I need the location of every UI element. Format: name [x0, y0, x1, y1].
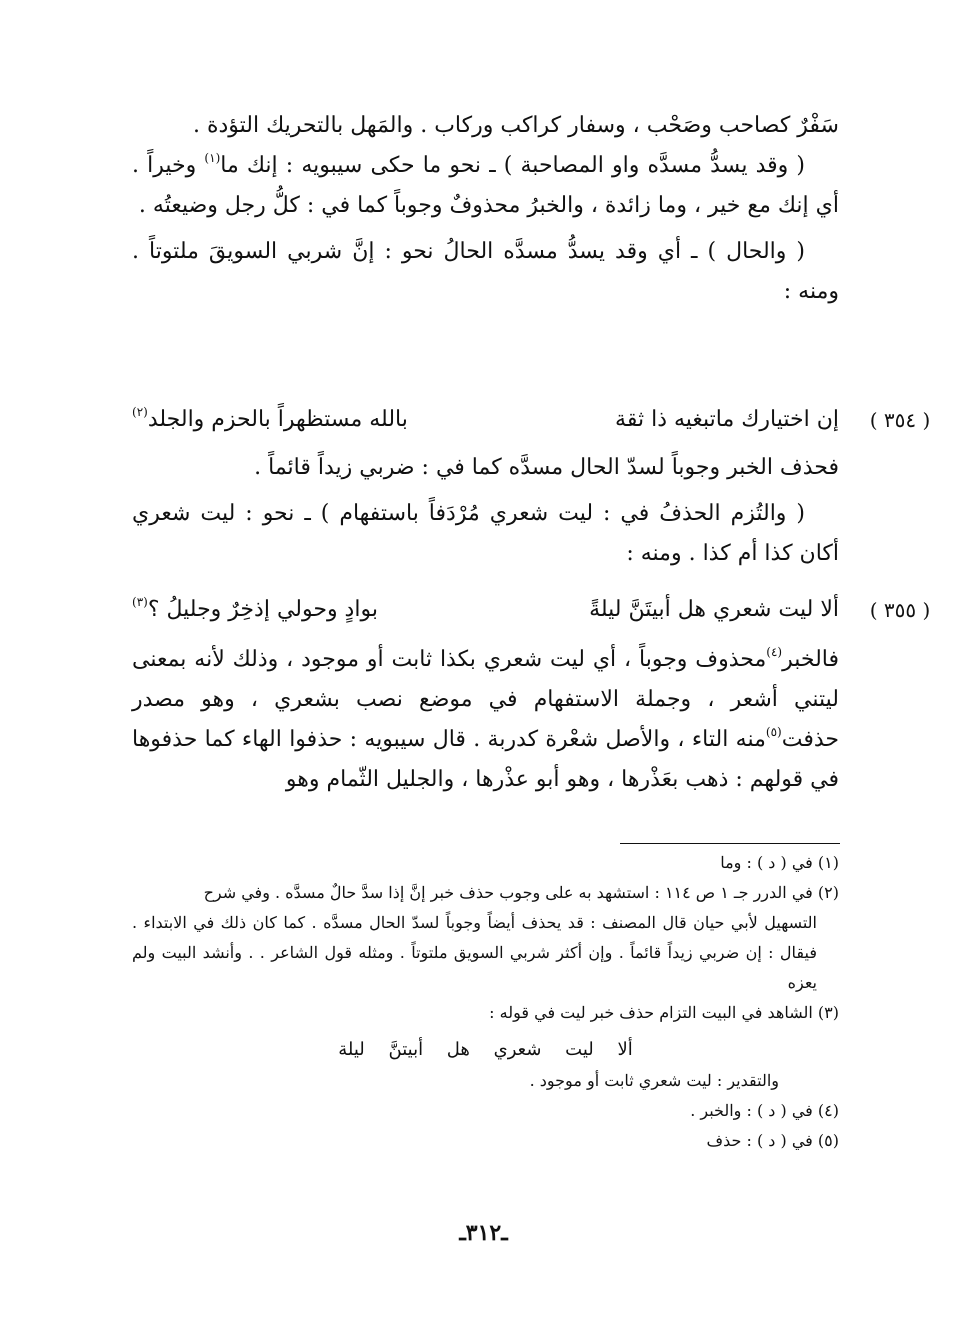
verse-355	[132, 590, 839, 630]
verse-354	[132, 400, 839, 440]
paragraph-2-text-a: ( وقد يسدُّ مسدَّه واو المصاحبة ) ـ نحو ما حكى سيبويه : إنك ما	[220, 153, 805, 178]
page-number: ـ٣١٢ـ	[459, 1220, 508, 1246]
footnote-3-verse: ألا ليت شعري هل أبيتنَّ ليلة	[338, 1039, 633, 1060]
footnote-3: (٣) الشاهد في البيت التزام حذف خبر ليت في قوله :	[489, 1003, 839, 1022]
paragraph-1: سَفْرٌ كصاحب وصَحْب ، وسفار كراكب وركاب . والمَهل بالتحريك التؤدة .	[192, 113, 839, 138]
paragraph-3: ( والحال ) ـ أي وقد يسدُّ مسدَّه الحالُ نحو : إنَّ شربي السويقَ ملتوتاً . ومنه :	[132, 239, 839, 304]
footnote-ref-5: (٥)	[765, 725, 782, 739]
footnote-5: (٥) في ( د ) : حذف	[706, 1131, 839, 1150]
verse-354-hemistich-2: بالله مستظهراً بالحزم والجلد	[147, 407, 408, 432]
paragraph-6	[132, 640, 839, 800]
footnote-ref-3: (٣)	[132, 595, 148, 609]
verse-number-355: ( ٣٥٥ )	[869, 598, 931, 622]
footnote-2: (٢) في الدرر جـ ١ ص ١١٤ : استشهد به على وجوب حذف خبر إنَّ إذا سدَّ حالٌ مسدَّه . وفي شرح	[203, 883, 839, 902]
footnote-ref-1: (١)	[204, 151, 221, 165]
main-text-block-middle	[132, 448, 839, 574]
footnote-separator	[620, 843, 840, 844]
paragraph-5: ( والتُزم الحذفُ في : ليت شعري مُرْدَفاً باستفهام ) ـ نحو : ليت شعري أكان كذا أم كذا . ومنه :	[132, 501, 839, 566]
verse-number-354: ( ٣٥٤ )	[869, 408, 931, 432]
paragraph-6-text-c: منه التاء ، والأصل شعْرة كدربة . قال سيبويه : حذفوا الهاء كما حذفوها في قولهم : ذهب بعَذْرها ، وهو أبو عذْرها ، والجليل الثّمام وهو	[132, 727, 839, 792]
footnote-1: (١) في ( د ) : وما	[720, 853, 839, 872]
verse-354-hemistich-1: إن اختيارك ماتبغيه ذا ثقة	[615, 407, 839, 432]
footnote-3-note: والتقدير : ليت شعري ثابت أو موجود .	[529, 1071, 779, 1090]
paragraph-2-text-b: وخيراً . أي إنك مع خير ، وما زائدة ، والخبرُ محذوفٌ وجوباً كما في : كلُّ رجل وضيعتُه .	[132, 153, 839, 218]
footnote-2-continued: التسهيل لأبي حيان قال المصنف : قد يحذف أيضاً وجوباً لسدّ الحال مسدَّه . كما كان ذلك في الابتداء . فيقال : إن ضربي زيداً قائماً . وإن أكثر شربي السويق ملتوتاً . ومثله قول الشاعر . . وأنشد البيت ولم يعزه	[132, 913, 818, 992]
main-text-block-bottom	[132, 640, 839, 800]
verse-355-hemistich-2-wrap	[132, 590, 378, 630]
footnote-ref-2: (٢)	[132, 405, 148, 419]
footnote-4: (٤) في ( د ) : والخبر .	[690, 1101, 839, 1120]
verse-355-hemistich-2: بوادٍ وحولي إذخِرٌ وجليلُ ؟	[147, 597, 378, 622]
paragraph-4: فحذف الخبر وجوباً لسدّ الحال مسدَّه كما في : ضربي زيداً قائماً .	[254, 455, 839, 480]
footnotes-section	[132, 848, 839, 1156]
paragraph-2	[132, 146, 839, 226]
paragraph-6-text-a: فالخبر	[782, 647, 839, 672]
main-text-block-top	[132, 106, 839, 312]
paragraph-6-text-b: محذوف وجوباً ، أي ليت شعري بكذا ثابت أو موجود ، وذلك لأنه بمعنى ليتني أشعر ، وجملة الاستفهام في موضع نصب بشعري ، وهو مصدر حذفت	[132, 647, 839, 752]
verse-355-hemistich-1: ألا ليت شعري هل أبيتَنَّ ليلةً	[589, 597, 839, 622]
verse-354-hemistich-2-wrap	[132, 400, 408, 440]
footnote-ref-4: (٤)	[766, 645, 783, 659]
